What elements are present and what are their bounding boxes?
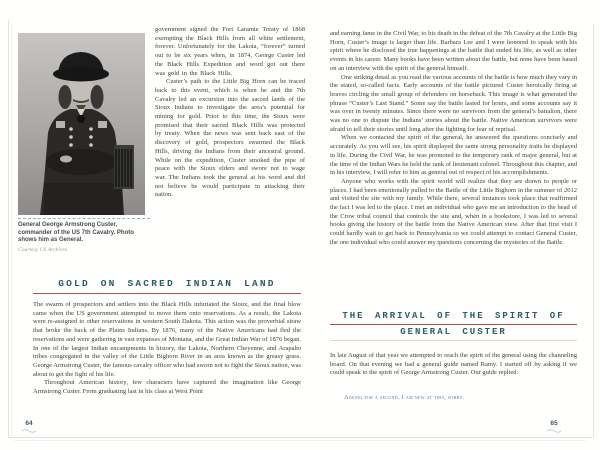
page-edge-line	[14, 440, 586, 441]
page-edge-line	[8, 20, 9, 438]
page-number-left	[20, 420, 38, 433]
paragraph: Throughout American history, few characters have captured the imagination like George Armstrong Custer. From graduating last in his class at West Point	[33, 379, 301, 396]
chapter-heading-arrival-of-the-spirit	[330, 311, 577, 341]
page-flourish-icon	[546, 428, 562, 433]
paragraph: When we contacted the spirit of the general, he answered the questions concisely and accurately. As you will see, his spirit displayed the same strong personality traits he displayed in life. During the Civil War, he was promoted to the temporary rank of major general, but at the time of the Indian Wars he held the rank of lieutenant colonel. Throughout this chapter, and in his interview, I will refer to him as general out of respect of his accomplishments.	[330, 134, 577, 177]
paragraph: Anyone who works with the spirit world will realize that they are drawn to people or places. I had been emotionally pulled to the Battle of the Little Bighorn in the summer of 2012 and visited the site with my family. While there, several instances took place that reaffirmed the fact I was led to the place. I met an individual who gave me an introduction to the head of the Crow tribal council that controls the site and, when in a bookstore, I was led to several books giving the history of the battle from the Native American view. After that first visit I could hardly wait to get back to Pennsylvania so we could attempt to contact General Custer, the one individual who could answer my questions concerning the mysteries of the Battle.	[330, 177, 577, 246]
paragraph: In late August of that year we attempted to reach the spirit of the general using the channeling board. On that evening we had a general guide named Ramy. I started off by asking if we could speak to the spirit of George Armstrong Custer. Our guide replied:	[330, 352, 577, 377]
right-page-body-bottom	[330, 352, 577, 378]
photo-caption-text: General George Armstrong Custer, commander of the US 7th Cavalry. Photo shows him as General.	[18, 222, 134, 243]
page-number-right	[545, 420, 563, 433]
section-heading-gold-on-sacred-indian-land: GOLD ON SACRED INDIAN LAND	[33, 278, 301, 294]
custer-portrait-photo	[18, 33, 145, 215]
chapter-heading-line1: THE ARRIVAL OF THE SPIRIT OF	[330, 311, 577, 325]
spirit-reply-quote: Asking for a second. I am new at this, sorry.	[344, 394, 465, 401]
chapter-heading-line2: GENERAL CUSTER	[330, 325, 577, 341]
custer-portrait-illustration	[18, 33, 145, 215]
page-edge-line	[11, 24, 12, 436]
paragraph: One striking detail as you read the various accounts of the battle is how much they vary in the stated, so-called facts. Early accounts of the battle pictured Custer heroically firing at braves circling the small group of defenders on horseback. This image is what generated the phrase “Custer’s Last Stand.” Some say the battle lasted for hours, and some accounts say it was over in twenty minutes. Since there were no survivors from the general’s battalion, there was no one to dispute the Indians’ stories about the battle. Native American survivors were afraid to tell their stories until long after the fighting for fear of reprisal.	[330, 73, 577, 133]
left-page-body	[33, 301, 301, 397]
right-page-body-top	[330, 30, 577, 248]
page-edge-line	[8, 437, 592, 438]
page-edge-line	[593, 24, 594, 438]
left-page-narrow-column	[155, 26, 305, 200]
photo-caption	[18, 218, 150, 254]
paragraph: Custer’s path to the Little Big Horn can be traced back to this event, which is when he and the 7th Cavalry led an excursion into the sacred lands of the Sioux Indians to investigate the area’s potential for mining for gold. Prior to this time, the Sioux were promised that their sacred Black Hills was protected by treaty. When the news was sent back east of the discovery of gold, prospectors swarmed the Black Hills, driving the Indians from their ancestral ground. While on the expedition, Custer smoked the pipe of peace with the Sioux elders and swore not to wage war. The Indians took the general at his word and did not believe he would participate in attacking their nation.	[155, 78, 305, 199]
page-number-value: 64	[25, 420, 33, 427]
page-number-value: 65	[550, 420, 558, 427]
photo-caption-credit: Courtesy US Archives.	[18, 246, 69, 253]
paragraph: government signed the Fort Laramie Treaty of 1868 exempting the Black Hills from all white settlement, forever. Unfortunately for the Lakota, “forever” turned out to be six years when, in 1874, George Custer led the Black Hills Expedition and word got out there was gold in the Black Hills.	[155, 26, 305, 77]
page-flourish-icon	[21, 428, 37, 433]
paragraph: and earning fame in the Civil War, to his death in the defeat of the 7th Cavalry at the Little Big Horn, Custer’s image is larger than life. Barbara Lee and I were honored to speak with his spirit where he disclosed the true happenings at the battle that ended his life, as well as other events in his career. Many books have been written about the battle, but none have been based on an interview with the spirit of the general himself.	[330, 30, 577, 72]
paragraph: The swarm of prospectors and settlers into the Black Hills infuriated the Sioux, and the final blow came when the US government attempted to move them onto reservations. As a result, the Lakota were re-assigned to other reservations in western South Dakota. This action was the proverbial straw that broke the back of the Plains Indians. By 1876, many of the Native Americans had fled the reservations and were gathering in vast expanses of Montana, and the Great Indian War of 1876 began. In one of the largest Indian encampments in history, the Lakota, Northern Cheyenne, and Arapaho tribes congregated in the valley of the Little Bighorn River in an area known as the greasy grass. George Armstrong Custer, the famous cavalry officer who had sworn not to fight the Sioux nation, was about to get the fight of his life.	[33, 301, 301, 378]
